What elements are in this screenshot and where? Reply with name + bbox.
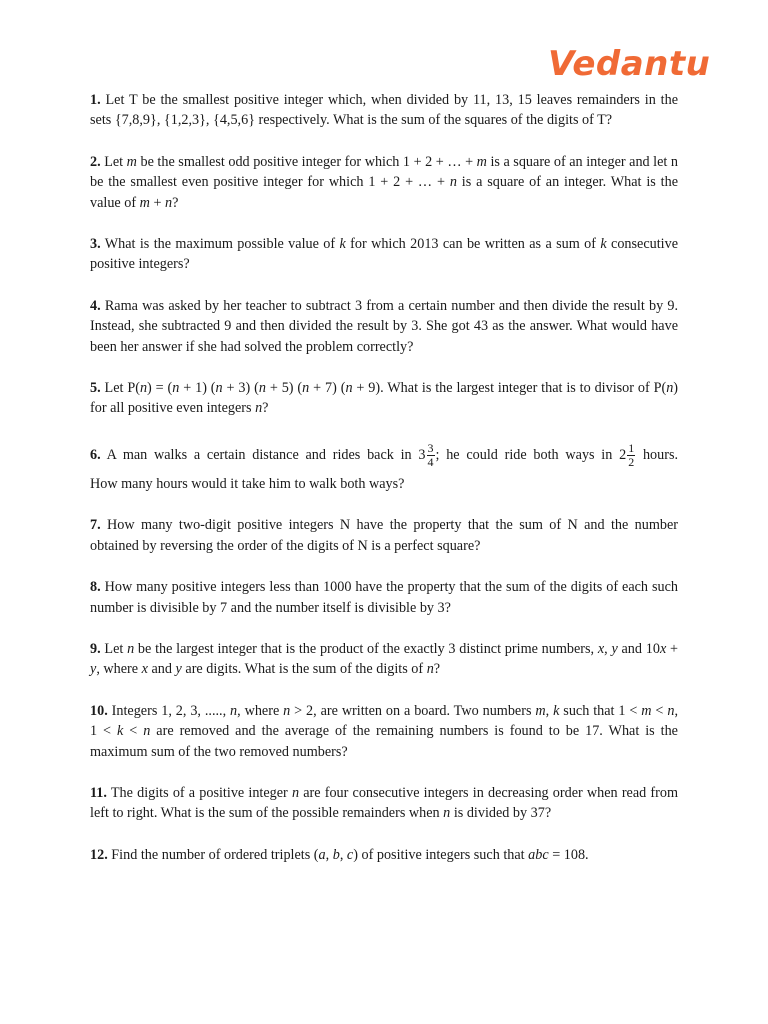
question-text: Find the number of ordered triplets ( [111, 846, 319, 863]
question-text: 5. [90, 380, 101, 397]
question-text: be the largest integer that is the product of the exactly 3 distinct prime numbers, [134, 640, 598, 657]
question-text: k [117, 723, 124, 740]
question-text: 8. [90, 579, 101, 596]
question-text: + 3) ( [222, 380, 259, 397]
question-text: + [666, 640, 679, 657]
question-text: hours. [636, 446, 679, 463]
question-text: n [215, 380, 223, 397]
question-text: and [147, 661, 176, 678]
question-text: n [230, 702, 238, 719]
question-text: 7. [90, 517, 101, 534]
question-8 [90, 577, 678, 618]
question-text: x [141, 661, 148, 678]
question-text: > 2, are written on a board. Two numbers [290, 702, 536, 719]
question-text: Integers 1, 2, 3, ....., [111, 702, 231, 719]
question-text: is a square of an integer and let n be the smallest even positive integer for which 1 + 2 + … + [90, 153, 679, 191]
question-text: , where [237, 702, 284, 719]
question-text: m [139, 194, 150, 211]
question-10 [90, 701, 678, 762]
question-text: , [545, 702, 554, 719]
question-text: 11. [90, 784, 107, 801]
question-3 [90, 234, 678, 275]
fraction-three-quarters [427, 442, 435, 469]
question-text: n [139, 380, 148, 397]
question-text: , 1 < [90, 702, 678, 740]
question-11 [90, 783, 678, 824]
question-7 [90, 515, 678, 556]
question-text: n [302, 380, 310, 397]
question-text: < [123, 723, 144, 740]
question-text: 6. [90, 446, 101, 463]
question-text: , where [96, 661, 142, 678]
question-text: are digits. What is the sum of the digits of [181, 661, 427, 678]
question-12 [90, 845, 678, 865]
question-text: ) of positive integers such that [353, 846, 529, 863]
question-text: Rama was asked by her teacher to subtract 3 from a certain number and then divide the result by 9. Instead, she subtracted 9 and then divided the result by 3. She got 43 as the answer. What would have been her answer if she had solved the problem correctly? [90, 297, 678, 355]
question-text: n [283, 702, 291, 719]
question-text: , [339, 846, 347, 863]
question-text: = 108. [548, 846, 589, 863]
question-text: k [553, 702, 560, 719]
question-text: + [149, 194, 165, 211]
question-text: n [345, 380, 353, 397]
question-text: + 1) ( [179, 380, 216, 397]
question-text: m [641, 702, 652, 719]
question-text: n [426, 661, 434, 678]
question-text: n [291, 784, 300, 801]
question-text: Let T be the smallest positive integer which, when divided by 11, 13, 15 leaves remainders in the sets {7,8,9}, {1,2,3}, {4,5,6} respectively. What is the sum of the squares of the digits of T? [90, 92, 678, 129]
question-text: x [659, 640, 667, 657]
question-text: n [143, 723, 151, 740]
question-text: + 5) ( [265, 380, 303, 397]
question-text: ) for all positive even integers [90, 380, 679, 417]
vedantu-logo: Vedantu [548, 44, 711, 84]
question-6-line-1 [90, 436, 678, 474]
question-text: abc [528, 846, 549, 863]
question-text: 10. [90, 702, 108, 719]
question-text: ? [172, 194, 179, 211]
question-text: , [325, 846, 333, 863]
question-text: m [126, 153, 137, 170]
question-text: such that 1 < [559, 702, 642, 719]
question-text: ? [433, 661, 441, 678]
question-text: are removed and the average of the remaining numbers is found to be 17. What is the maximum sum of the two removed numbers? [90, 723, 678, 760]
question-text: be the smallest odd positive integer for which 1 + 2 + … + [136, 153, 477, 170]
question-list [90, 90, 678, 865]
question-1 [90, 90, 678, 131]
question-text: n [258, 380, 266, 397]
question-text: How many two-digit positive integers N have the property that the sum of N and the number obtained by reversing the order of the digits of N is a perfect square? [90, 517, 678, 554]
question-text: 3. [90, 236, 101, 253]
question-text: 3 [427, 441, 434, 456]
question-text: + 7) ( [309, 380, 346, 397]
question-text: c [346, 846, 354, 863]
question-text: consecutive positive integers? [90, 236, 678, 273]
question-text: a [318, 846, 326, 863]
question-text: n [127, 640, 135, 657]
question-text: is a square of an integer. What is the value of [90, 174, 678, 211]
question-text: 9. [90, 640, 101, 657]
question-text: 4. [90, 297, 101, 314]
question-text: Let P( [104, 380, 140, 397]
question-text: The digits of a positive integer [110, 784, 292, 801]
question-5 [90, 378, 678, 419]
question-text: 2. [90, 153, 101, 170]
question-text: k [339, 236, 346, 253]
question-text: b [332, 846, 340, 863]
question-text: n [443, 805, 451, 822]
question-9 [90, 639, 678, 680]
question-text: , [604, 640, 612, 657]
question-text: is divided by 37? [450, 805, 552, 822]
question-text: for which 2013 can be written as a sum of [345, 236, 601, 253]
question-text: How many positive integers less than 1000 have the property that the sum of the digits of each such number is divisible by 7 and the number itself is divisible by 3? [90, 579, 678, 616]
question-text: 1 [628, 441, 635, 456]
question-text: n [172, 380, 180, 397]
fraction-one-half [627, 442, 635, 469]
question-text: are four consecutive integers in decreasing order when read from left to right. What is the sum of the possible remainders when [90, 784, 678, 822]
question-text: 1. [90, 92, 101, 108]
question-text: ) = ( [147, 380, 173, 397]
question-text: What is the maximum possible value of [104, 236, 340, 253]
question-text: A man walks a certain distance and rides back in 3 [106, 446, 426, 463]
question-text: ; he could ride both ways in 2 [435, 446, 627, 463]
question-text: < [651, 702, 668, 719]
question-text: y [175, 661, 182, 678]
question-text: 2 [628, 455, 635, 470]
question-6 [90, 436, 678, 494]
question-text: n [255, 400, 263, 417]
question-text: y [611, 640, 618, 657]
question-text: 4 [427, 455, 434, 470]
question-text: and 10 [617, 640, 660, 657]
question-text: Let [104, 153, 127, 170]
question-text: k [600, 236, 607, 253]
question-6-line-2: How many hours would it take him to walk both ways? [90, 475, 405, 492]
question-text: Let [104, 640, 128, 657]
question-text: + 9). What is the largest integer that is to divisor of P( [352, 380, 667, 397]
question-text: x [597, 640, 605, 657]
question-text: ? [262, 400, 269, 417]
question-text: n [666, 380, 674, 397]
question-4 [90, 296, 678, 357]
question-text: y [90, 661, 97, 678]
question-text: n [165, 194, 173, 211]
question-2 [90, 152, 678, 213]
question-text: m [476, 153, 487, 170]
question-text: n [449, 174, 457, 191]
question-text: m [535, 702, 546, 719]
question-text: n [667, 702, 675, 719]
question-text: 12. [90, 846, 108, 863]
